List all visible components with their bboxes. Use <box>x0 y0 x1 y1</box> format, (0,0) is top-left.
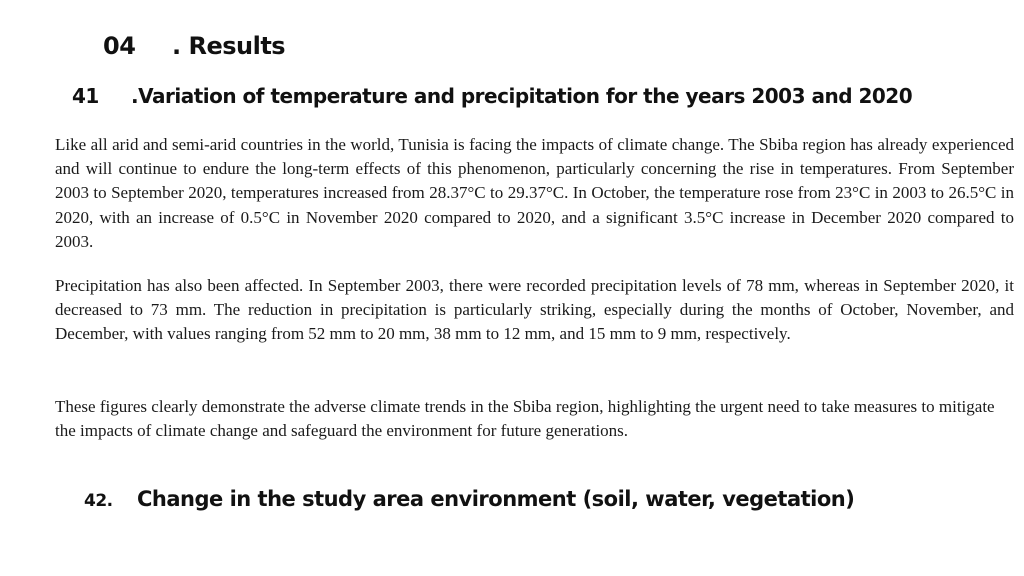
subsection-41-title: .Variation of temperature and precipitation for the years 2003 and 2020 <box>131 84 913 108</box>
subsection-41-number: 41 <box>72 84 99 108</box>
subsection-42-title: Change in the study area environment (soil, water, vegetation) <box>137 487 855 511</box>
paragraph-conclusion: These figures clearly demonstrate the adverse climate trends in the Sbiba region, highlighting the urgent need to take measures to mitigate the impacts of climate change and safeguard the environment for future generations. <box>55 397 995 441</box>
paragraph-precipitation: Precipitation has also been affected. In September 2003, there were recorded precipitation levels of 78 mm, whereas in September 2020, it decreased to 73 mm. The reduction in precipitation is particularly striking, especially during the months of October, November, and December, with values ranging from 52 mm to 20 mm, 38 mm to 12 mm, and 15 mm to 9 mm, respectively. <box>55 276 1014 344</box>
section-number: 04 <box>103 32 136 60</box>
paragraph-temperature: Like all arid and semi-arid countries in the world, Tunisia is facing the impacts of climate change. The Sbiba region has already experienced and will continue to endure the long-term effects of this phenomenon, particularly concerning the rise in temperatures. From September 2003 to September 2020, temperatures increased from 28.37°C to 29.37°C. In October, the temperature rose from 23°C in 2003 to 26.5°C in 2020, with an increase of 0.5°C in November 2020 compared to 2020, and a significant 3.5°C increase in December 2020 compared to 2003. <box>55 135 1014 251</box>
subsection-42-number: 42. <box>84 491 113 511</box>
section-title: . Results <box>172 32 286 60</box>
